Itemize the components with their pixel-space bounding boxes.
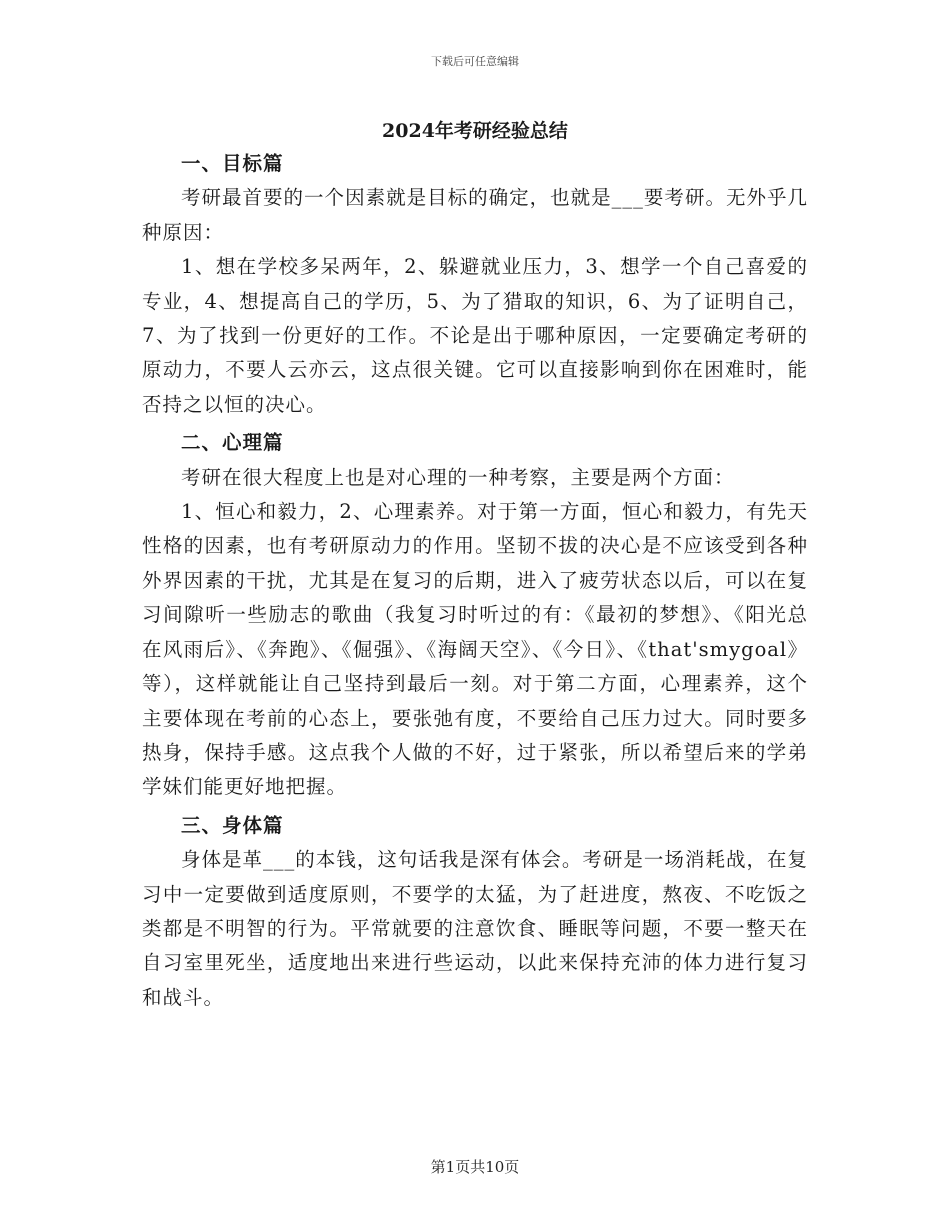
section-heading-psychology: 二、心理篇 xyxy=(181,431,284,455)
document-title: 2024年考研经验总结 xyxy=(382,120,568,142)
page-footer: 第1页共10页 xyxy=(430,1158,520,1176)
paragraph: 考研最首要的一个因素就是目标的确定，也就是___要考研。无外乎几种原因： xyxy=(142,186,808,244)
paragraph: 1、恒心和毅力，2、心理素养。对于第一方面，恒心和毅力，有先天性格的因素，也有考研原动力的作用。坚韧不拔的决心是不应该受到各种外界因素的干扰，尤其是在复习的后期，进入了疲劳状态以后，可以在复习间隙听一些励志的歌曲（我复习时听过的有：《最初的梦想》、《阳光总在风雨后》、《奔跑》、《倔强》、《海阔天空》、《今日》、《that'smygoal》等），这样就能让自己坚持到最后一刻。对于第二方面，心理素养，这个主要体现在考前的心态上，要张弛有度，不要给自己压力过大。同时要多热身，保持手感。这点我个人做的不好，过于紧张，所以希望后来的学弟学妹们能更好地把握。 xyxy=(142,500,808,799)
paragraph: 1、想在学校多呆两年，2、躲避就业压力，3、想学一个自己喜爱的专业，4、想提高自己的学历，5、为了猎取的知识，6、为了证明自己，7、为了找到一份更好的工作。不论是出于哪种原因，一定要确定考研的原动力，不要人云亦云，这点很关键。它可以直接影响到你在困难时，能否持之以恒的决心。 xyxy=(142,255,808,416)
paragraph: 身体是革___的本钱，这句话我是深有体会。考研是一场消耗战，在复习中一定要做到适度原则，不要学的太猛，为了赶进度，熬夜、不吃饭之类都是不明智的行为。平常就要的注意饮食、睡眠等问题，不要一整天在自习室里死坐，适度地出来进行些运动，以此来保持充沛的体力进行复习和战斗。 xyxy=(142,848,808,1009)
document-body xyxy=(142,147,808,1015)
section-heading-body: 三、身体篇 xyxy=(181,813,284,837)
section-heading-goal: 一、目标篇 xyxy=(181,152,284,175)
header-note: 下载后可任意编辑 xyxy=(431,55,519,68)
paragraph: 考研在很大程度上也是对心理的一种考察，主要是两个方面： xyxy=(181,465,735,489)
